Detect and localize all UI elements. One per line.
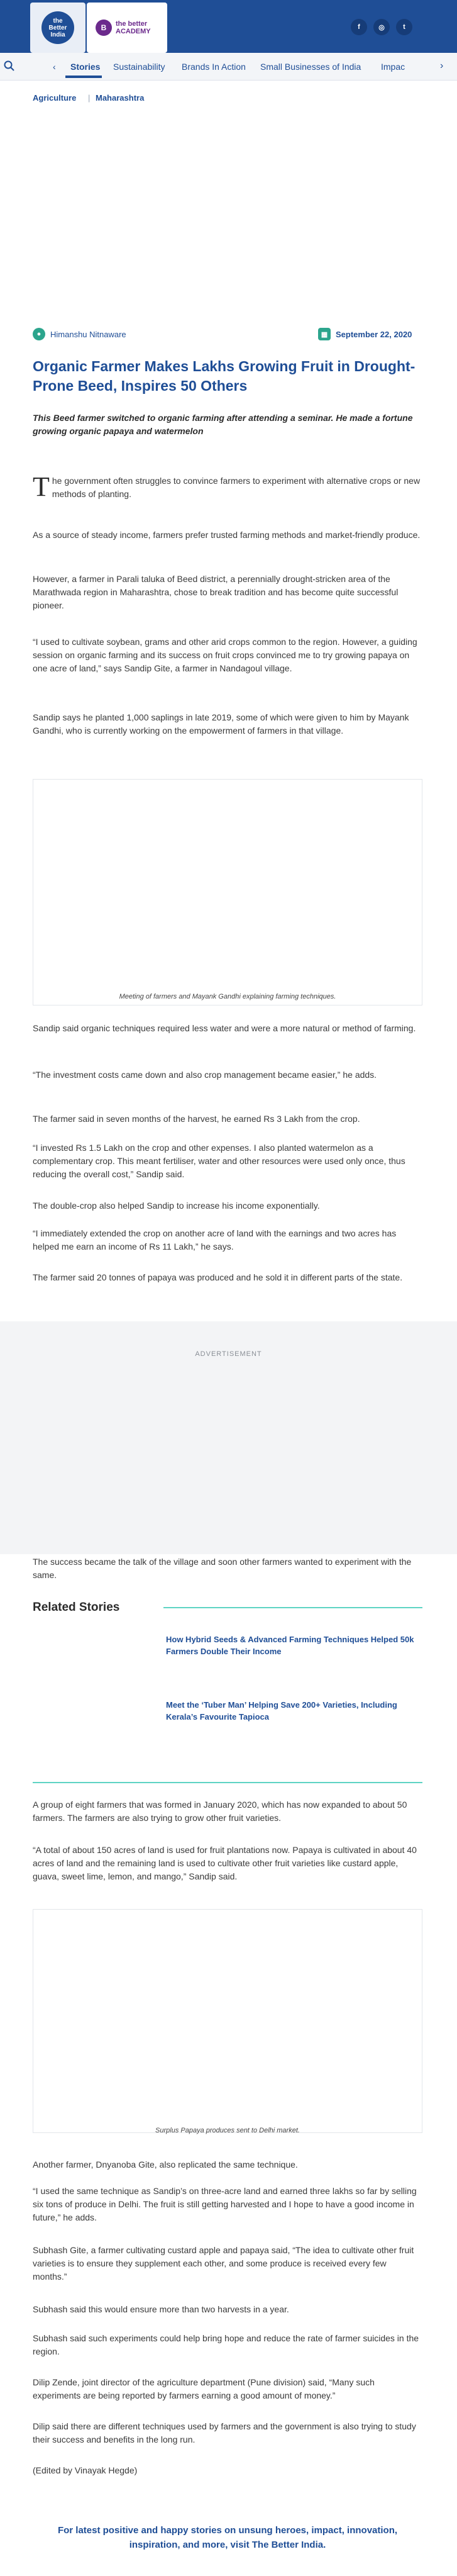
top-ad-slot bbox=[0, 113, 457, 315]
paragraph-5: Sandip says he planted 1,000 saplings in late 2019, some of which were given to him by Mayank Gandhi, who is currently working on the empowerment of farmers in that village. bbox=[33, 712, 409, 736]
nav-item-brands-in-action[interactable]: Brands In Action bbox=[182, 62, 246, 72]
breadcrumb-maharashtra[interactable]: Maharashtra bbox=[96, 93, 145, 103]
nav-scroll-right-icon[interactable]: › bbox=[440, 60, 444, 71]
paragraph-6: Sandip said organic techniques required less water and were a more natural or method of farming. bbox=[33, 1023, 416, 1033]
breadcrumb-agriculture[interactable]: Agriculture bbox=[33, 93, 77, 103]
breadcrumb-separator: | bbox=[88, 93, 91, 103]
related-stories-heading: Related Stories bbox=[33, 1601, 120, 1614]
related-bottom-divider bbox=[33, 1782, 422, 1783]
article-image-2 bbox=[33, 1909, 422, 2133]
paragraph-18: Subhash Gite, a farmer cultivating custard apple and papaya said, “The idea to cultivate other fruit varieties is to ensure they supplement each other, and some produce is received every few months.” bbox=[33, 2245, 414, 2282]
nav-item-small-businesses[interactable]: Small Businesses of India bbox=[260, 62, 361, 72]
paragraph-11: “I immediately extended the crop on another acre of land with the earnings and two acres has helped me earn an income of Rs 11 Lakh,” he says. bbox=[33, 1228, 397, 1252]
paragraph-12: The farmer said 20 tonnes of papaya was produced and he sold it in different parts of the state. bbox=[33, 1272, 403, 1282]
instagram-icon[interactable]: ◎ bbox=[373, 19, 390, 35]
paragraph-1-text: he government often struggles to convince farmers to experiment with alternative crops or new methods of planting. bbox=[52, 476, 421, 499]
the-better-india-logo[interactable] bbox=[30, 3, 85, 53]
paragraph-10: The double-crop also helped Sandip to increase his income exponentially. bbox=[33, 1201, 320, 1211]
nav-item-impact[interactable]: Impac bbox=[381, 62, 405, 72]
paragraph-21: Dilip Zende, joint director of the agriculture department (Pune division) said, “Many such experiments are being reported by farmers earning a good amount of money.” bbox=[33, 2377, 375, 2400]
search-icon[interactable] bbox=[4, 60, 15, 75]
article-image-1 bbox=[33, 779, 422, 1005]
academy-line-2: ACADEMY bbox=[116, 28, 151, 35]
academy-mark-icon: B bbox=[96, 20, 112, 36]
twitter-icon[interactable]: t bbox=[396, 19, 412, 35]
logo-line-2: Better bbox=[48, 24, 67, 31]
logo-line-3: India bbox=[50, 31, 65, 38]
paragraph-13: The success became the talk of the village and soon other farmers wanted to experiment with the same. bbox=[33, 1557, 412, 1580]
article-dek: This Beed farmer switched to organic farming after attending a seminar. He made a fortune growing organic papaya and watermelon bbox=[33, 413, 413, 436]
footer-cta bbox=[33, 2523, 422, 2552]
paragraph-3: However, a farmer in Parali taluka of Beed district, a perennially drought-stricken area of the Marathwada region in Maharashtra, chose to break tradition and has become quite successful pioneer. bbox=[33, 574, 399, 610]
footer-cta-link[interactable]: The Better India bbox=[251, 2540, 324, 2550]
paragraph-1 bbox=[33, 471, 422, 502]
footer-cta-text: For latest positive and happy stories on unsung heroes, impact, innovation, inspiration, and more, visit bbox=[57, 2525, 398, 2550]
paragraph-23: (Edited by Vinayak Hegde) bbox=[33, 2465, 138, 2475]
related-thumb-2[interactable] bbox=[33, 1695, 158, 1745]
publish-date bbox=[318, 327, 412, 341]
the-better-academy-logo[interactable] bbox=[87, 3, 167, 53]
dropcap: T bbox=[33, 471, 50, 502]
footer-cta-end: . bbox=[323, 2540, 326, 2550]
author-icon: ● bbox=[33, 328, 45, 340]
article-title: Organic Farmer Makes Lakhs Growing Fruit in Drought-Prone Beed, Inspires 50 Others bbox=[33, 358, 416, 394]
related-divider bbox=[163, 1607, 422, 1608]
facebook-icon[interactable]: f bbox=[351, 19, 367, 35]
paragraph-9: “I invested Rs 1.5 Lakh on the crop and other expenses. I also planted watermelon as a complementary crop. This meant fertiliser, water and other resources were used only once, thus reducing the overall cost,” Sandip said. bbox=[33, 1143, 405, 1179]
related-story-link-2[interactable]: Meet the ‘Tuber Man’ Helping Save 200+ Varieties, Including Kerala’s Favourite Tapioca bbox=[166, 1700, 397, 1722]
image-caption-2: Surplus Papaya produces sent to Delhi market. bbox=[155, 2127, 300, 2134]
academy-line-1: the better bbox=[116, 20, 148, 28]
logo-badge bbox=[41, 11, 74, 44]
site-header bbox=[0, 0, 457, 53]
author-name: Himanshu Nitnaware bbox=[50, 329, 126, 339]
paragraph-16: Another farmer, Dnyanoba Gite, also replicated the same technique. bbox=[33, 2159, 298, 2170]
paragraph-20: Subhash said such experiments could help bring hope and reduce the rate of farmer suicides in the region. bbox=[33, 2333, 419, 2356]
date-text: September 22, 2020 bbox=[336, 329, 412, 339]
paragraph-22: Dilip said there are different techniques used by farmers and the government is also trying to study their success and benefits in the long run. bbox=[33, 2421, 416, 2444]
academy-logo-text bbox=[116, 20, 151, 35]
paragraph-4: “I used to cultivate soybean, grams and other arid crops common to the region. However, a guiding session on organic farming and its success on fruit crops convinced me to try growing papaya on one acre of land,” says Sandip Gite, a farmer in Nandagoul village. bbox=[33, 637, 417, 673]
paragraph-7: “The investment costs came down and also crop management became easier,” he adds. bbox=[33, 1070, 377, 1080]
image-caption-1: Meeting of farmers and Mayank Gandhi explaining farming techniques. bbox=[119, 993, 336, 1000]
paragraph-19: Subhash said this would ensure more than two harvests in a year. bbox=[33, 2304, 289, 2314]
nav-item-stories[interactable]: Stories bbox=[70, 62, 101, 72]
calendar-icon: ▦ bbox=[318, 328, 331, 340]
nav-active-indicator bbox=[65, 76, 102, 78]
nav-item-sustainability[interactable]: Sustainability bbox=[113, 62, 165, 72]
advertisement-label: ADVERTISEMENT bbox=[195, 1350, 262, 1358]
logo-line-1: the bbox=[53, 17, 63, 25]
paragraph-17: “I used the same technique as Sandip’s on three-acre land and earned three lakhs so far by selling six tons of produce in Delhi. The fruit is still getting harvested and I hope to have a good income in future,” he adds. bbox=[33, 2186, 417, 2222]
related-story-link-1[interactable]: How Hybrid Seeds & Advanced Farming Techniques Helped 50k Farmers Double Their Income bbox=[166, 1635, 414, 1656]
nav-scroll-left-icon[interactable]: ‹ bbox=[53, 62, 56, 72]
paragraph-2: As a source of steady income, farmers prefer trusted farming methods and market-friendly produce. bbox=[33, 530, 421, 540]
paragraph-14: A group of eight farmers that was formed in January 2020, which has now expanded to about 50 farmers. The farmers are also trying to grow other fruit varieties. bbox=[33, 1800, 407, 1823]
paragraph-8: The farmer said in seven months of the harvest, he earned Rs 3 Lakh from the crop. bbox=[33, 1114, 360, 1124]
related-thumb-1[interactable] bbox=[33, 1630, 158, 1680]
paragraph-15: “A total of about 150 acres of land is used for fruit plantations now. Papaya is cultivated in about 40 acres of land and the remaining land is used to cultivate other fruit varieties like custard apple, guava, sweet lime, lemon, and mango,” Sandip said. bbox=[33, 1845, 417, 1881]
author-byline[interactable] bbox=[33, 327, 126, 341]
